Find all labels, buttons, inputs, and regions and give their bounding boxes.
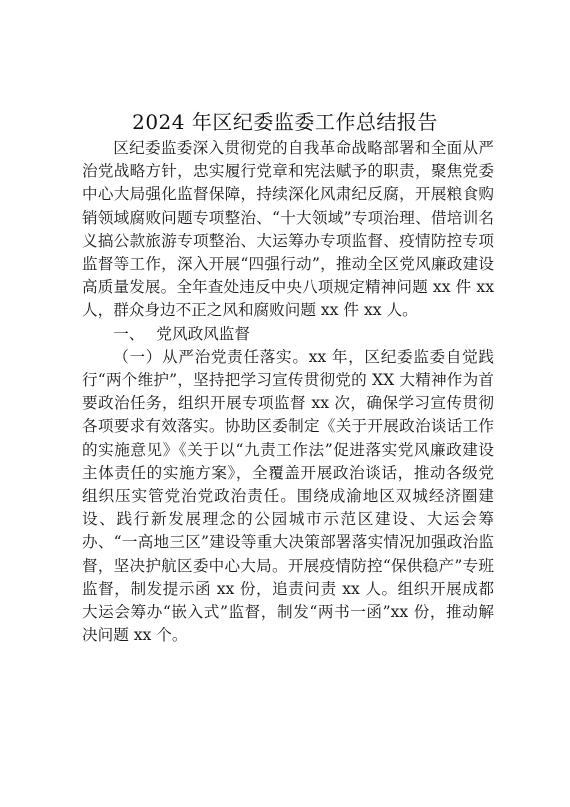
section-number: 一、 [113,324,145,343]
intro-paragraph: 区纪委监委深入贯彻党的自我革命战略部署和全面从严治党战略方针，忠实履行党章和宪法赋予的职责，聚焦党委中心大局强化监督保障，持续深化风肃纪反腐，开展粮食购销领域腐败问题专项整治、“十大领域”专项治理、借培训名义搞公款旅游专项整治、大运筹办专项监督、疫情防控专项监督等工作，深入开展“四强行动”，推动全区党风廉政建设高质量发展。全年查处违反中央八项规定精神问题 xx 件 xx 人，群众身边不正之风和腐败问题 xx 件 xx 人。 [82,139,494,320]
section-title: 党风政风监督 [156,324,250,343]
section-heading [82,323,494,346]
section-paragraph: （一）从严治党责任落实。xx 年，区纪委监委自觉践行“两个维护”，坚持把学习宣传贯彻党的 XX 大精神作为首要政治任务，组织开展专项监督 xx 次，确保学习宣传贯彻各项要求有效落实。协助区委制定《关于开展政治谈话工作的实施意见》《关于以“九责工作法”促进落实党风廉政建设主体责任的实施方案》，全覆盖开展政治谈话，推动各级党组织压实管党治党政治责任。围绕成渝地区双城经济圈建设、践行新发展理念的公园城市示范区建设、大运会筹办、“一高地三区”建设等重大决策部署落实情况加强政治监督，坚决护航区委中心大局。开展疫情防控“保供稳产”专班监督，制发提示函 xx 份，追责问责 xx 人。组织开展成都大运会筹办“嵌入式”监督，制发“两书一函”xx 份，推动解决问题 xx 个。 [82,347,494,645]
document-title: 2024 年区纪委监委工作总结报告 [132,110,438,134]
document-body [82,137,494,647]
